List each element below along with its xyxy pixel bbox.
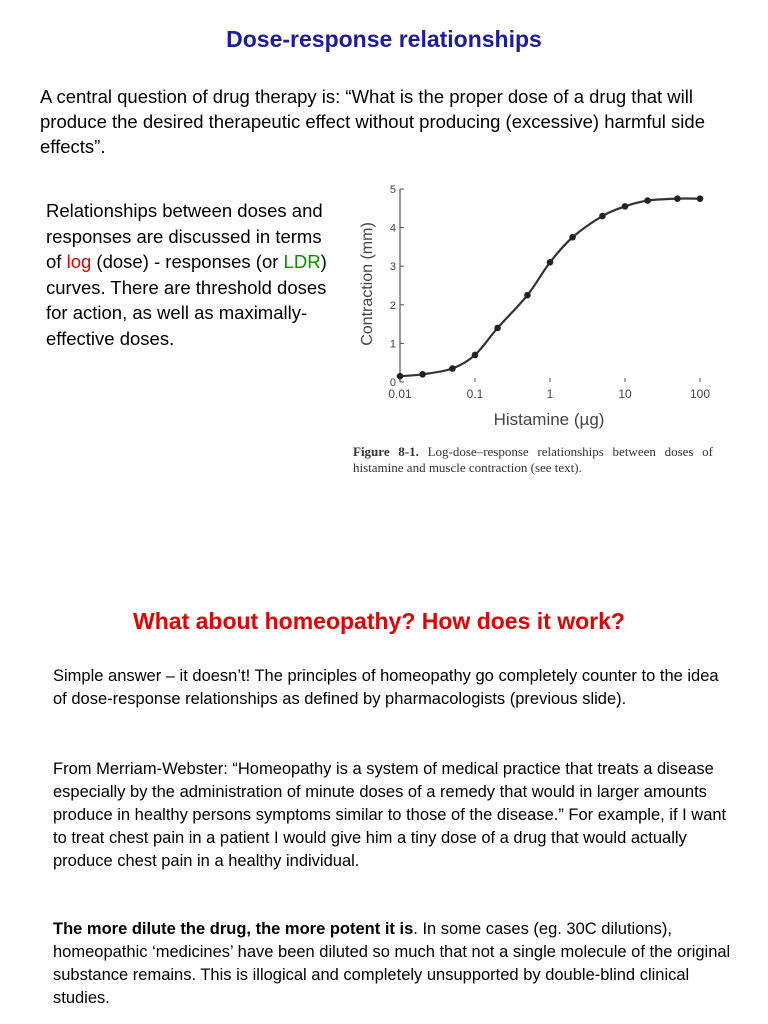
answer-paragraph: Simple answer – it doesn’t! The principles of homeopathy go completely counter to the idea of dose-response relationships as defined by pharmacologists (previous slide). (53, 667, 719, 708)
definition-paragraph: From Merriam-Webster: “Homeopathy is a system of medical practice that treats a disease especially by the administration of minute doses of a remedy that would in larger amounts produce in healthy persons symptoms similar to those of the disease.” For example, if I want to treat chest pain in a patient I would give him a tiny dose of a drug that would actually produce chest pain in a healthy individual. (53, 760, 727, 870)
dose-response-chart (344, 176, 724, 438)
y-axis-label: Contraction (mm) (359, 222, 376, 346)
x-tick-label: 1 (546, 387, 554, 401)
ldr-text-2: (dose) - responses (or (91, 251, 284, 272)
data-point (472, 352, 479, 359)
y-tick-label: 1 (389, 338, 396, 351)
x-tick-label: 100 (689, 387, 711, 401)
ldr-text-1: Relationships between doses and responses are discussed in terms of (46, 200, 323, 272)
data-point (599, 213, 606, 220)
log-term: log (66, 251, 92, 272)
caption-label: Figure 8-1. (353, 444, 419, 459)
data-point (494, 325, 501, 332)
data-point (524, 292, 531, 299)
chart-ticks (388, 184, 710, 401)
ldr-term: LDR (283, 251, 321, 272)
page-title: Dose-response relationships (226, 26, 542, 52)
data-point (397, 373, 404, 380)
x-axis-label: Histamine (µg) (493, 410, 605, 429)
dilution-paragraph (53, 918, 733, 1010)
dose-response-curve (400, 199, 700, 377)
ldr-paragraph (46, 198, 336, 351)
data-point (449, 365, 456, 372)
x-tick-label: 0.01 (388, 387, 412, 401)
data-point (697, 195, 704, 202)
y-tick-label: 2 (389, 299, 396, 312)
y-tick-label: 0 (389, 377, 396, 389)
dilution-text: . In some cases (eg. 30C dilutions), homeopathic ‘medicines’ have been diluted so much that not a single molecule of the original substance remains. This is illogical and completely unsupported by double-blind clinical studies. (53, 920, 731, 1007)
y-tick-label: 4 (389, 222, 396, 235)
intro-paragraph: A central question of drug therapy is: “What is the proper dose of a drug that will produce the desired therapeutic effect without producing (excessive) harmful side effects”. (40, 86, 705, 157)
x-tick-label: 0.1 (466, 387, 484, 401)
y-tick-label: 3 (389, 261, 396, 274)
x-tick-label: 10 (618, 387, 632, 401)
data-point (547, 259, 554, 266)
chart-points (397, 195, 704, 379)
y-tick-label: 5 (389, 184, 396, 196)
data-point (569, 234, 576, 241)
data-point (644, 197, 651, 204)
data-point (419, 371, 426, 378)
data-point (622, 203, 629, 210)
data-point (674, 195, 681, 202)
homeopathy-heading: What about homeopathy? How does it work? (133, 608, 625, 634)
dilution-emphasis: The more dilute the drug, the more potent it is (53, 920, 414, 938)
caption-text: Log-dose–response relationships between doses of histamine and muscle contraction (see text). (353, 444, 713, 475)
figure-caption (353, 444, 713, 476)
ldr-text-3: ) curves. There are threshold doses for action, as well as maximally-effective doses. (46, 251, 327, 349)
